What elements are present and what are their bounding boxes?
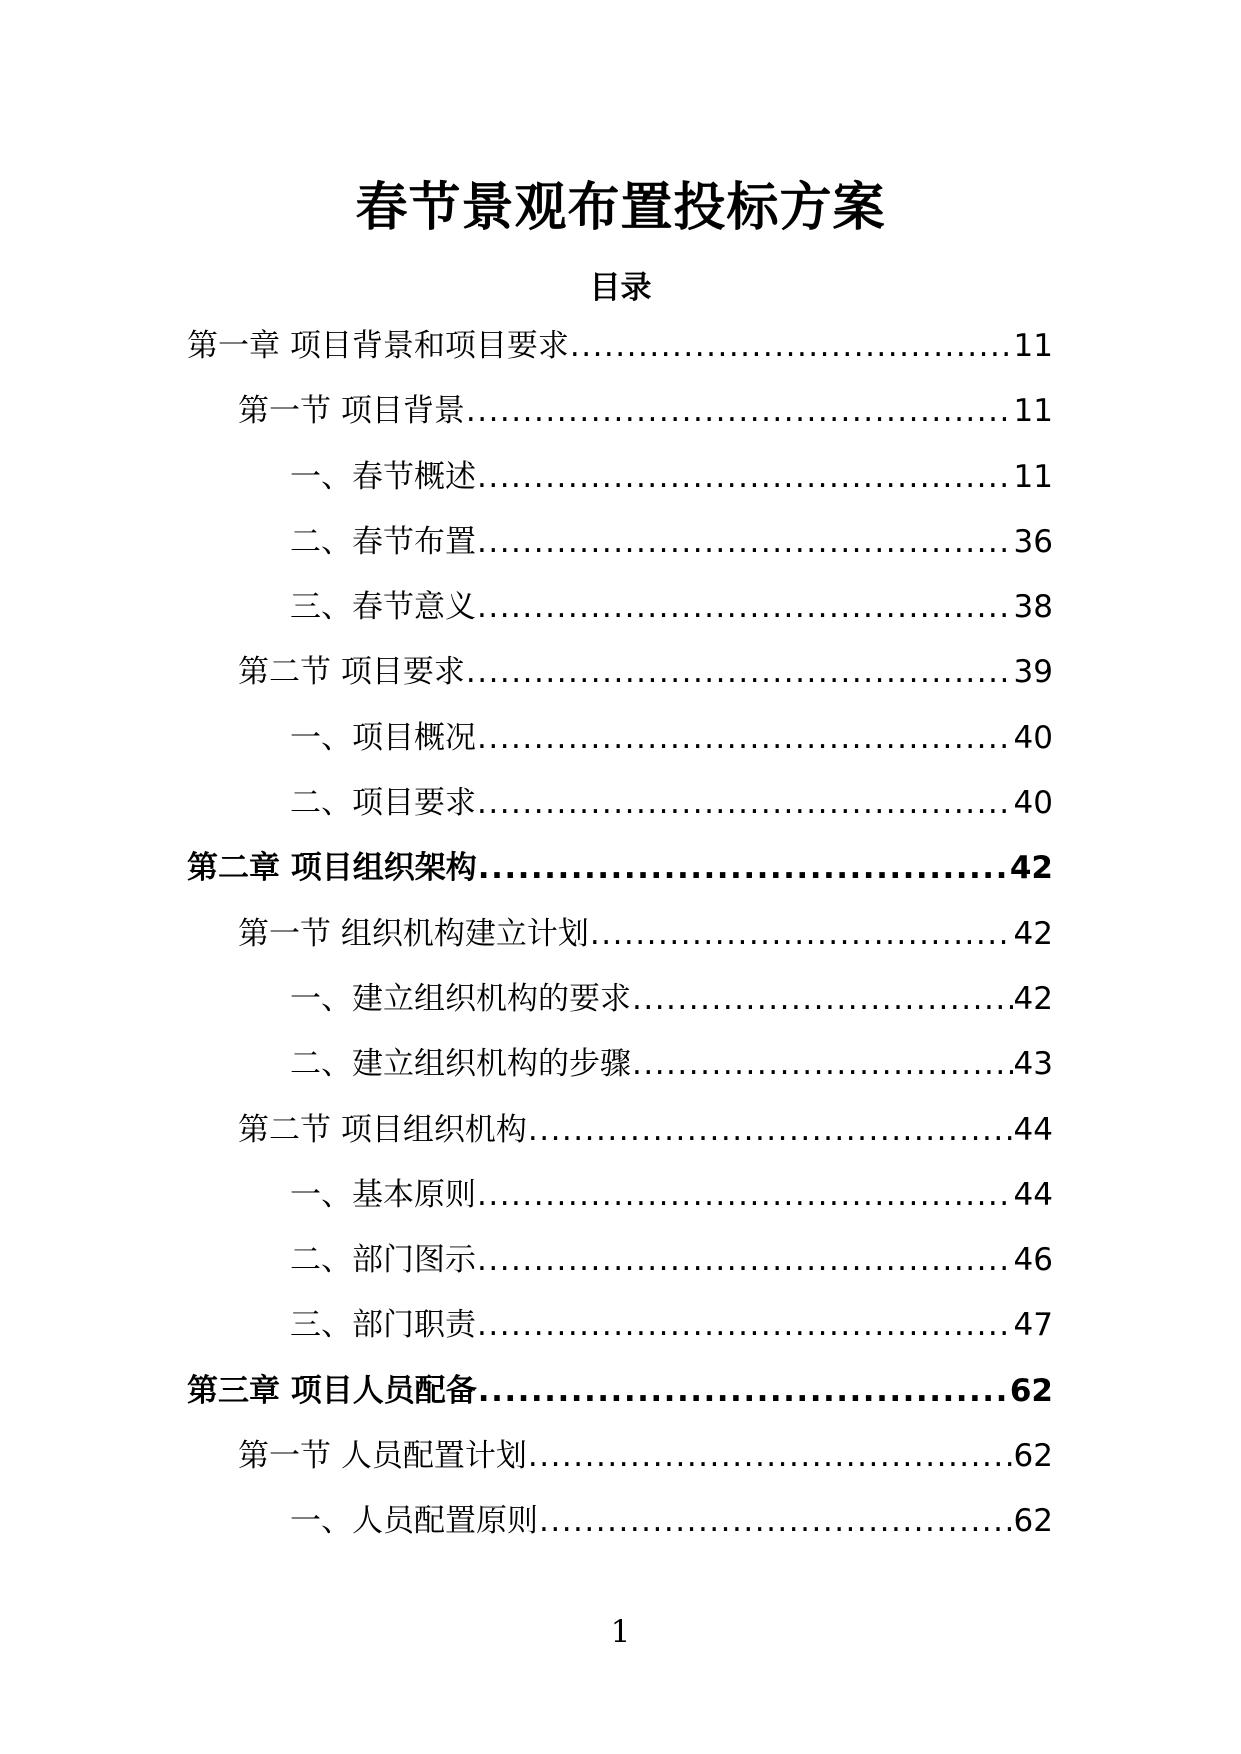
table-of-contents xyxy=(187,326,1053,1567)
toc-dot-leader xyxy=(477,1240,1013,1280)
toc-dot-leader xyxy=(477,783,1013,823)
toc-entry-text: 第三章 项目人员配备 xyxy=(187,1372,477,1409)
toc-entry-page: 62 xyxy=(1013,1438,1053,1475)
toc-dot-leader xyxy=(477,457,1013,497)
toc-entry-page: 62 xyxy=(1013,1503,1053,1540)
document-title: 春节景观布置投标方案 xyxy=(355,178,886,238)
toc-entry[interactable] xyxy=(187,1175,1053,1240)
toc-entry[interactable] xyxy=(187,1501,1053,1566)
toc-entry-page: 11 xyxy=(1013,458,1053,495)
toc-dot-leader xyxy=(539,1501,1013,1541)
toc-entry-text: 第一节 项目背景 xyxy=(238,393,465,430)
toc-dot-leader xyxy=(632,979,1013,1019)
toc-entry-text: 第一节 组织机构建立计划 xyxy=(238,915,589,952)
toc-entry-page: 62 xyxy=(1009,1372,1053,1409)
page-number: 1 xyxy=(610,1614,631,1650)
toc-entry[interactable] xyxy=(187,652,1053,717)
toc-entry-text: 第二节 项目要求 xyxy=(238,654,465,691)
toc-entry[interactable] xyxy=(187,522,1053,587)
toc-entry[interactable] xyxy=(187,914,1053,979)
toc-entry-text: 一、建立组织机构的要求 xyxy=(290,980,631,1017)
toc-entry[interactable] xyxy=(187,391,1053,456)
toc-dot-leader xyxy=(466,391,1013,431)
toc-entry-text: 第一节 人员配置计划 xyxy=(238,1438,527,1475)
toc-entry-page: 40 xyxy=(1013,719,1053,756)
toc-entry-page: 44 xyxy=(1013,1176,1053,1213)
toc-dot-leader xyxy=(466,652,1013,692)
toc-entry-text: 一、基本原则 xyxy=(290,1176,476,1213)
toc-dot-leader xyxy=(477,1305,1013,1345)
toc-dot-leader xyxy=(478,848,1009,888)
toc-dot-leader xyxy=(528,1436,1013,1476)
toc-dot-leader xyxy=(590,914,1013,954)
toc-entry[interactable] xyxy=(187,718,1053,783)
toc-entry-text: 二、建立组织机构的步骤 xyxy=(290,1046,631,1083)
toc-entry[interactable] xyxy=(187,587,1053,652)
toc-entry-page: 46 xyxy=(1013,1242,1053,1279)
toc-entry-page: 38 xyxy=(1013,589,1053,626)
toc-entry[interactable] xyxy=(187,848,1053,913)
toc-entry[interactable] xyxy=(187,1305,1053,1370)
toc-entry[interactable] xyxy=(187,1436,1053,1501)
toc-entry-text: 第一章 项目背景和项目要求 xyxy=(187,328,569,364)
toc-entry[interactable] xyxy=(187,1240,1053,1305)
toc-entry-page: 11 xyxy=(1013,393,1053,430)
toc-entry[interactable] xyxy=(187,326,1053,391)
toc-entry-page: 42 xyxy=(1013,980,1053,1017)
toc-entry-text: 第二节 项目组织机构 xyxy=(238,1111,527,1148)
toc-entry[interactable] xyxy=(187,1044,1053,1109)
toc-entry-page: 43 xyxy=(1013,1046,1053,1083)
toc-dot-leader xyxy=(477,587,1013,627)
toc-entry-page: 42 xyxy=(1013,915,1053,952)
toc-entry-text: 二、项目要求 xyxy=(290,785,476,822)
toc-heading: 目录 xyxy=(589,270,652,306)
toc-entry[interactable] xyxy=(187,783,1053,848)
toc-entry-text: 一、人员配置原则 xyxy=(290,1503,538,1540)
toc-entry[interactable] xyxy=(187,457,1053,522)
toc-dot-leader xyxy=(477,1175,1013,1215)
toc-entry-page: 36 xyxy=(1013,523,1053,560)
toc-entry-text: 一、项目概况 xyxy=(290,719,476,756)
toc-entry-text: 一、春节概述 xyxy=(290,458,476,495)
toc-entry-text: 二、部门图示 xyxy=(290,1242,476,1279)
toc-dot-leader xyxy=(632,1044,1013,1084)
toc-entry-page: 42 xyxy=(1009,850,1053,887)
toc-dot-leader xyxy=(477,718,1013,758)
toc-entry-page: 11 xyxy=(1013,328,1053,364)
toc-entry-text: 第二章 项目组织架构 xyxy=(187,850,477,887)
toc-entry-text: 三、春节意义 xyxy=(290,589,476,626)
toc-entry-page: 47 xyxy=(1013,1307,1053,1344)
toc-entry[interactable] xyxy=(187,1371,1053,1436)
toc-dot-leader xyxy=(477,522,1013,562)
toc-dot-leader xyxy=(528,1110,1013,1150)
toc-entry-page: 40 xyxy=(1013,785,1053,822)
toc-entry-page: 44 xyxy=(1013,1111,1053,1148)
toc-entry[interactable] xyxy=(187,1110,1053,1175)
toc-dot-leader xyxy=(570,326,1013,366)
toc-entry-text: 二、春节布置 xyxy=(290,523,476,560)
toc-entry[interactable] xyxy=(187,979,1053,1044)
toc-dot-leader xyxy=(478,1371,1009,1411)
toc-entry-text: 三、部门职责 xyxy=(290,1307,476,1344)
toc-entry-page: 39 xyxy=(1013,654,1053,691)
